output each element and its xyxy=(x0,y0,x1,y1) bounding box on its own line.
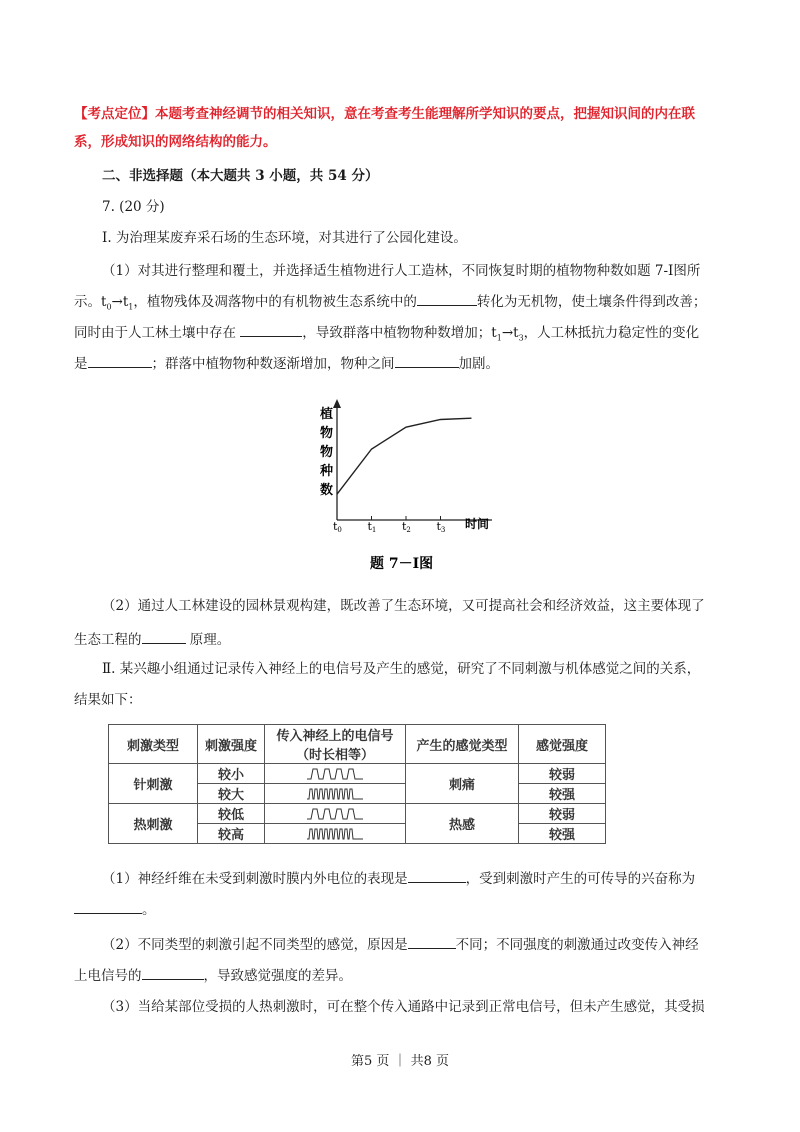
part1-q2-line1: （2）通过人工林建设的园林景观构建，既改善了生态环境，又可提高社会和经济效益，这主要体现了 xyxy=(102,598,705,614)
cell-stim-type: 针刺激 xyxy=(109,764,198,804)
y-axis-label xyxy=(320,406,334,498)
x-axis-label: 时间 xyxy=(465,517,490,531)
part1-q2-line2: 生态工程的 原理。 xyxy=(74,628,734,650)
x-tick-label: t1 xyxy=(367,520,377,534)
part2-q2-line1: （2）不同类型的刺激引起不同类型的感觉，原因是 不同；不同强度的刺激通过改变传入神经 xyxy=(102,933,734,955)
cell-stim-type: 热刺激 xyxy=(109,804,198,844)
cell-sensation: 刺痛 xyxy=(406,764,519,804)
y-axis-label-char: 植 xyxy=(320,407,334,422)
header-sensation-intensity: 感觉强度 xyxy=(519,725,606,764)
exam-point-line1: 【考点定位】本题考查神经调节的相关知识，意在考查考生能理解所学知识的要点，把握知识间的内在联 xyxy=(74,106,695,122)
y-axis-label-char: 数 xyxy=(320,483,334,498)
part1-q1-line4: 是 ；群落中植物物种数逐渐增加，物种之间 加剧。 xyxy=(74,352,734,374)
cell-intensity: 较弱 xyxy=(519,804,606,824)
signal-wave-dense xyxy=(305,826,365,842)
cell-strength: 较小 xyxy=(198,764,265,784)
cell-strength: 较低 xyxy=(198,804,265,824)
header-stim-type: 刺激类型 xyxy=(109,725,198,764)
part1-q1-line2: 示。$t_0\to t_1$，植物残体及凋落物中的有机物被生态系统中的 转化为无机物，使土壤条件得到改善； xyxy=(74,290,734,318)
part1-intro: Ⅰ. 为治理某废弃采石场的生态环境，对其进行了公园化建设。 xyxy=(102,230,467,246)
signal-wave-sparse xyxy=(305,766,365,782)
cell-signal xyxy=(265,784,406,804)
cell-strength: 较高 xyxy=(198,824,265,844)
x-tick-label: t2 xyxy=(402,520,411,534)
answer-blank xyxy=(408,933,456,949)
signal-wave-sparse xyxy=(305,806,365,822)
answer-blank xyxy=(417,290,477,306)
chart-title: 题 7－Ⅰ图 xyxy=(370,556,434,572)
species-chart xyxy=(320,398,520,576)
answer-blank xyxy=(74,898,142,914)
answer-blank xyxy=(395,352,459,368)
y-axis-label-char: 物 xyxy=(320,445,334,460)
header-sensation-type: 产生的感觉类型 xyxy=(406,725,519,764)
section-title: 二、非选择题（本大题共 3 小题，共 54 分） xyxy=(102,168,379,184)
part2-intro-line2: 结果如下： xyxy=(74,692,142,708)
x-tick-label: t3 xyxy=(436,520,446,534)
y-axis-arrow xyxy=(333,399,341,408)
part1-q1-line1: （1）对其进行整理和覆土，并选择适生植物进行人工造林，不同恢复时期的植物物种数如题 7-Ⅰ图所 xyxy=(102,263,701,279)
stimulus-table xyxy=(108,724,606,844)
part2-q3-line1: （3）当给某部位受损的人热刺激时，可在整个传入通路中记录到正常电信号，但未产生感觉，其受损 xyxy=(102,999,705,1015)
answer-blank xyxy=(408,867,466,883)
cell-intensity: 较弱 xyxy=(519,764,606,784)
cell-signal xyxy=(265,764,406,784)
exam-point-line2: 系，形成知识的网络结构的能力。 xyxy=(74,134,277,150)
part2-intro-line1: Ⅱ. 某兴趣小组通过记录传入神经上的电信号及产生的感觉，研究了不同刺激与机体感觉之间的关系， xyxy=(102,661,701,677)
answer-blank xyxy=(88,352,152,368)
page-footer: 第5 页 ｜ 共8 页 xyxy=(350,1054,450,1069)
cell-sensation: 热感 xyxy=(406,804,519,844)
header-signal-note: （时长相等） xyxy=(265,744,406,764)
answer-blank xyxy=(142,964,204,980)
answer-blank xyxy=(240,321,302,337)
cell-signal xyxy=(265,804,406,824)
exam-point-tag: 【考点定位】 xyxy=(74,106,155,122)
part1-q1-line3: 同时由于人工林土壤中存在 ，导致群落中植物物种数增加；$t_1\to t_3$，人工林抵抗力稳定性的变化 xyxy=(74,321,734,349)
cell-signal xyxy=(265,824,406,844)
answer-blank xyxy=(142,628,186,644)
cell-strength: 较大 xyxy=(198,784,265,804)
signal-wave-dense xyxy=(305,786,365,802)
y-axis-label-char: 物 xyxy=(320,426,334,441)
y-axis-label-char: 种 xyxy=(320,464,334,479)
x-ticks xyxy=(333,516,445,534)
cell-intensity: 较强 xyxy=(519,784,606,804)
cell-intensity: 较强 xyxy=(519,824,606,844)
series-line xyxy=(337,418,472,494)
part2-q1-line2: 。 xyxy=(74,898,734,920)
header-signal: 传入神经上的电信号 xyxy=(265,725,406,745)
part2-q2-line2: 上电信号的 ，导致感觉强度的差异。 xyxy=(74,964,734,986)
question-number: 7. (20 分) xyxy=(102,199,165,215)
header-stim-strength: 刺激强度 xyxy=(198,725,265,764)
x-tick-label: t0 xyxy=(333,520,342,534)
part2-q1-line1: （1）神经纤维在未受到刺激时膜内外电位的表现是 ，受到刺激时产生的可传导的兴奋称为 xyxy=(102,867,734,889)
